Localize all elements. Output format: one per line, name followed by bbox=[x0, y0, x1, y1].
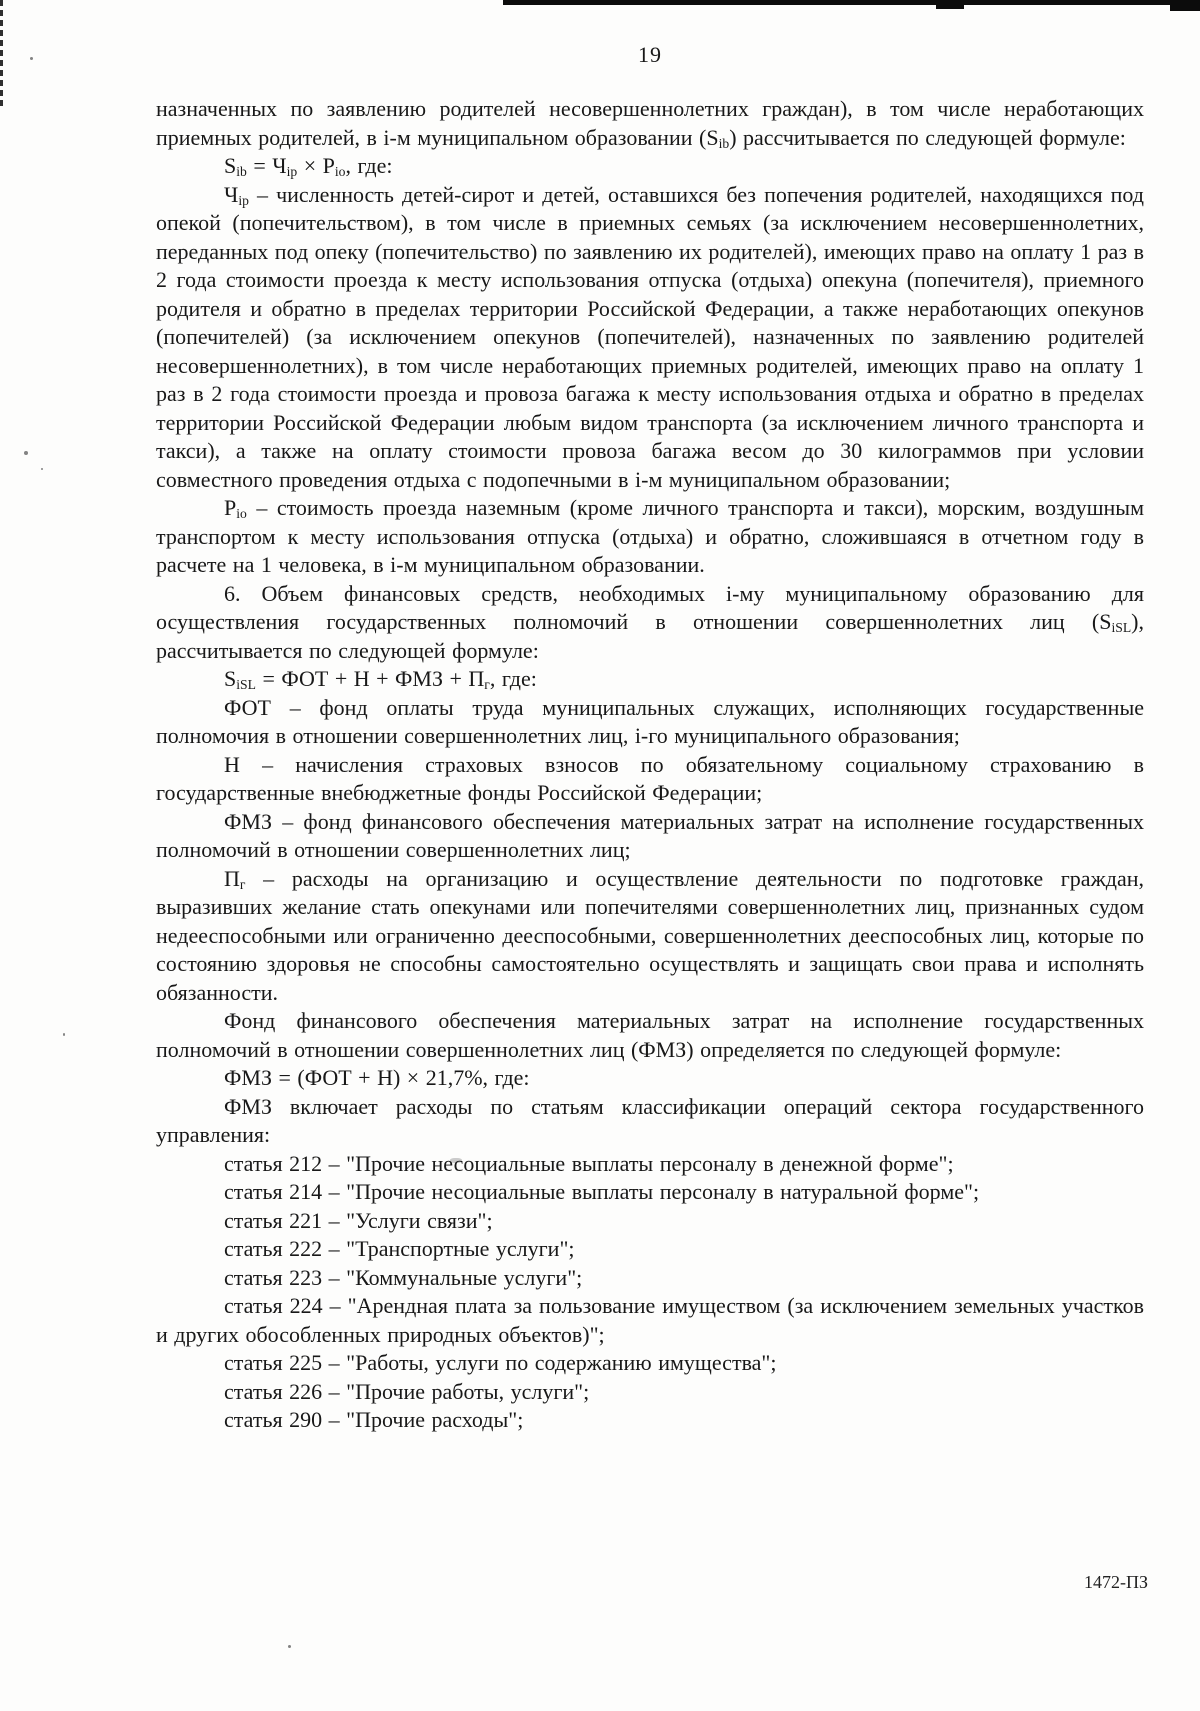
formula-subscript: г bbox=[239, 876, 246, 892]
document-paragraph: статья 214 – "Прочие несоциальные выплаты персоналу в натуральной форме"; bbox=[224, 1179, 980, 1204]
formula-subscript: ip bbox=[238, 192, 249, 208]
scan-speck bbox=[63, 1033, 65, 1036]
scan-artifact-top-corner-blob bbox=[1170, 0, 1200, 11]
formula-subscript: ib bbox=[236, 164, 247, 179]
document-paragraph: ФОТ – фонд оплаты труда муниципальных служащих, исполняющих государственные полномочия в отношении совершеннолетних лиц, i-го муниципального образования; bbox=[156, 694, 1144, 748]
formula-subscript: ip bbox=[286, 164, 298, 179]
formula-subscript: г bbox=[484, 677, 490, 692]
formula-subscript: io bbox=[236, 506, 247, 521]
scan-speck bbox=[24, 451, 28, 455]
document-paragraph: назначенных по заявлению родителей несовершеннолетних граждан), в том числе неработающих приемных родителей, в i-м муниципальном образовании $(S_{ib})$ рассчитывается по следующей формуле: bbox=[156, 96, 1144, 151]
document-paragraph: $Ч_{ip}$ – численность детей-сирот и детей, оставшихся без попечения родителей, находящихся под опекой (попечительством), в том числе в приемных семьях (за исключением несовершеннолетних, переданных под опеку (попечительство) по заявлению их родителей), имеющих право на оплату 1 раз в 2 года стоимости проезда к месту использования отпуска (отдыха) опекуна (попечителя), приемного родителя и обратно в пределах территории Российской Федерации, а также неработающих опекунов (попечителей) (за исключением опекунов (попечителей), назначенных по заявлению родителей несовершеннолетних), в том числе неработающих приемных родителей, имеющих право на оплату 1 раз в 2 года стоимости проезда и провоза багажа к месту использования отдыха и обратно в пределах территории Российской Федерации любым видом транспорта (за исключением личного транспорта и такси), а также на оплату стоимости провоза багажа весом до 30 килограммов при условии совместного проведения отдыха с подопечными в i-м муниципальном образовании; bbox=[156, 181, 1144, 492]
formula-subscript: iSL bbox=[1111, 620, 1132, 635]
document-paragraph: $P_{io}$ – стоимость проезда наземным (кроме личного транспорта и такси), морским, воздушным транспортом к месту использования отпуска (отдыха) и обратно, сложившаяся в отчетном году в расчете на 1 человека, в i-м муниципальном образовании. bbox=[156, 495, 1144, 577]
page-number: 19 bbox=[638, 42, 662, 67]
document-paragraph: ФМЗ включает расходы по статьям классификации операций сектора государственного управления: bbox=[156, 1093, 1144, 1147]
document-paragraph: ФМЗ = (ФОТ + Н) × 21,7%, где: bbox=[224, 1065, 530, 1090]
document-paragraph: статья 225 – "Работы, услуги по содержанию имущества"; bbox=[224, 1350, 777, 1375]
formula-subscript: ib bbox=[718, 135, 730, 151]
scan-artifact-top-edge-bar bbox=[503, 0, 1200, 5]
formula-subscript: io bbox=[334, 164, 346, 179]
document-paragraph: статья 212 – "Прочие несоциальные выплаты персоналу в денежной форме"; bbox=[224, 1150, 954, 1176]
document-paragraph: статья 290 – "Прочие расходы"; bbox=[224, 1407, 524, 1432]
formula-subscript: iSL bbox=[236, 677, 256, 692]
scan-speck bbox=[288, 1645, 291, 1648]
document-paragraph: $S_{iSL}$ = ФОТ + Н + ФМЗ + $П_г$, где: bbox=[224, 666, 537, 692]
document-paragraph: Н – начисления страховых взносов по обязательному социальному страхованию в государственные внебюджетные фонды Российской Федерации; bbox=[156, 751, 1144, 805]
scan-speck bbox=[30, 57, 33, 60]
document-paragraph: $S_{ib} = Ч_{ip} \times P_{io}$, где: bbox=[224, 153, 393, 179]
document-paragraph: Фонд финансового обеспечения материальных затрат на исполнение государственных полномочий в отношении совершеннолетних лиц (ФМЗ) определяется по следующей формуле: bbox=[156, 1008, 1144, 1062]
document-paragraph: статья 224 – "Арендная плата за пользование имуществом (за исключением земельных участков и других обособленных природных объектов)"; bbox=[156, 1293, 1144, 1347]
scan-artifact-right-edge-dashes bbox=[0, 0, 3, 108]
document-body bbox=[156, 95, 1144, 1435]
scan-artifact-top-blob bbox=[936, 0, 964, 9]
document-paragraph: 6. Объем финансовых средств, необходимых i-му муниципальному образованию для осуществления государственных полномочий в отношении совершеннолетних лиц $(S_{iSL})$, рассчитывается по следующей формуле: bbox=[156, 580, 1144, 663]
document-paragraph: статья 221 – "Услуги связи"; bbox=[224, 1207, 493, 1233]
document-paragraph: $П_г$ – расходы на организацию и осуществление деятельности по подготовке граждан, выразивших желание стать опекунами или попечителями совершеннолетних лиц, признанных судом недееспособными или ограниченно дееспособными, совершеннолетних дееспособных лиц, которые по состоянию здоровья не способны самостоятельно осуществлять и защищать свои права и исполнять обязанности. bbox=[156, 865, 1144, 1005]
document-paragraph: статья 226 – "Прочие работы, услуги"; bbox=[224, 1378, 590, 1404]
footer-document-code: 1472-ПЗ bbox=[1083, 1572, 1148, 1592]
document-paragraph: статья 223 – "Коммунальные услуги"; bbox=[224, 1264, 583, 1290]
document-paragraph: статья 222 – "Транспортные услуги"; bbox=[224, 1236, 575, 1261]
document-paragraph: ФМЗ – фонд финансового обеспечения материальных затрат на исполнение государственных полномочий в отношении совершеннолетних лиц; bbox=[156, 808, 1144, 862]
scan-speck bbox=[41, 468, 43, 470]
